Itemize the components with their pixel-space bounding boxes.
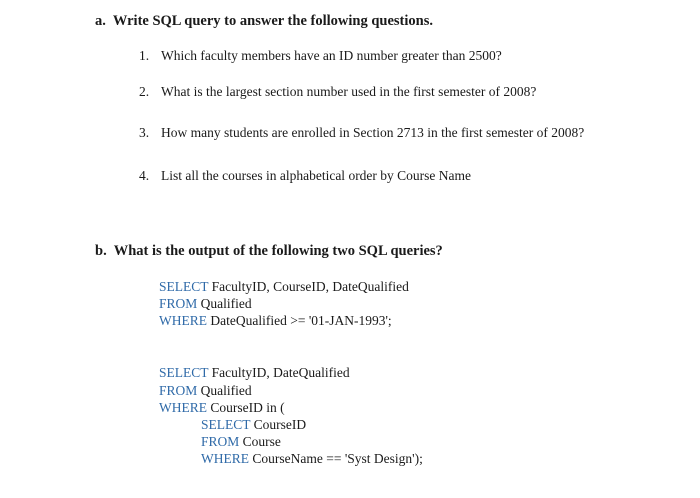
question-1: [139, 48, 502, 64]
sql-keyword: FROM: [159, 383, 198, 398]
sql-keyword: FROM: [201, 434, 240, 449]
section-a-title: Write SQL query to answer the following questions.: [112, 13, 433, 29]
query1-line-3: [159, 313, 392, 329]
query2-line-1: [159, 365, 350, 381]
question-number: 3.: [139, 125, 150, 140]
query2-line-6: [201, 451, 423, 467]
question-number: 1.: [139, 48, 150, 63]
query2-line-5: [201, 434, 281, 450]
sql-text: CourseID in (: [207, 400, 285, 415]
section-b-title: What is the output of the following two SQL queries?: [113, 243, 443, 259]
sql-keyword: WHERE: [201, 451, 249, 466]
sql-text: CourseID: [250, 417, 307, 432]
section-a-marker: a.: [95, 13, 106, 29]
sql-text: Qualified: [197, 383, 252, 398]
query2-line-3: [159, 400, 285, 416]
sql-keyword: WHERE: [159, 400, 207, 415]
question-4: [139, 168, 471, 184]
section-b-marker: b.: [95, 243, 107, 259]
sql-text: Course: [239, 434, 281, 449]
question-text: List all the courses in alphabetical order by Course Name: [161, 168, 472, 183]
question-text: How many students are enrolled in Section 2713 in the first semester of 2008?: [161, 125, 585, 140]
sql-text: DateQualified >= '01-JAN-1993';: [207, 313, 392, 328]
question-text: What is the largest section number used in the first semester of 2008?: [161, 84, 537, 99]
query1-line-1: [159, 279, 409, 295]
query2-line-4: [201, 417, 306, 433]
question-number: 2.: [139, 84, 150, 99]
sql-keyword: SELECT: [159, 279, 209, 294]
question-text: Which faculty members have an ID number greater than 2500?: [161, 48, 502, 63]
question-3: [139, 125, 584, 141]
sql-keyword: WHERE: [159, 313, 207, 328]
sql-keyword: SELECT: [201, 417, 251, 432]
section-a-heading: [95, 13, 433, 30]
question-2: [139, 84, 536, 100]
section-b-heading: [95, 243, 443, 260]
question-number: 4.: [139, 168, 150, 183]
sql-keyword: FROM: [159, 296, 198, 311]
sql-text: CourseName == 'Syst Design');: [249, 451, 423, 466]
sql-text: Qualified: [197, 296, 252, 311]
sql-text: FacultyID, DateQualified: [208, 365, 350, 380]
query1-line-2: [159, 296, 252, 312]
sql-text: FacultyID, CourseID, DateQualified: [208, 279, 409, 294]
sql-keyword: SELECT: [159, 365, 209, 380]
query2-line-2: [159, 383, 252, 399]
